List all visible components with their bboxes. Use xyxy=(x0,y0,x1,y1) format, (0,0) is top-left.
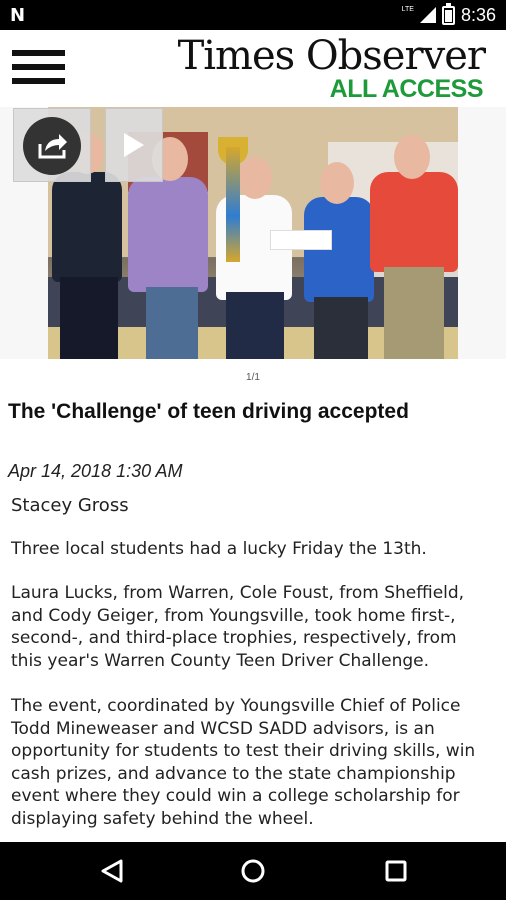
network-type-label: LTE xyxy=(401,5,414,13)
recents-button[interactable] xyxy=(366,842,426,900)
play-slideshow-button[interactable] xyxy=(105,108,163,182)
battery-icon xyxy=(442,6,455,25)
article-paragraph: Laura Lucks, from Warren, Cole Foust, from Sheffield, and Cody Geiger, from Youngsville, took home first-, second-, and third-place trophies, respectively, from this year's Warren County Teen Driver Challenge. xyxy=(11,583,465,671)
hamburger-icon xyxy=(12,50,65,56)
gallery-pager: 1/1 xyxy=(246,372,260,383)
article-author: Stacey Gross xyxy=(11,495,129,516)
logo-subtitle: ALL ACCESS xyxy=(329,75,483,103)
menu-button[interactable] xyxy=(12,50,65,86)
clock: 8:36 xyxy=(460,4,496,25)
share-icon xyxy=(23,117,81,175)
notification-n-icon: N xyxy=(10,5,26,26)
article-date: Apr 14, 2018 1:30 AM xyxy=(8,461,183,481)
app-bar xyxy=(0,30,506,107)
home-circle-icon xyxy=(223,842,283,900)
play-icon xyxy=(106,109,162,181)
article-paragraph: The event, coordinated by Youngsville Chief of Police Todd Mineweaser and WCSD SADD advisors, is an opportunity for students to test their driving skills, win cash prizes, and advance to the state championship event where they could win a college scholarship for displaying safety behind the wheel. xyxy=(11,696,476,829)
home-button[interactable] xyxy=(223,842,283,900)
share-button[interactable] xyxy=(13,108,91,182)
publication-logo xyxy=(135,33,485,103)
signal-icon xyxy=(420,7,436,23)
logo-title: Times Observer xyxy=(177,33,485,79)
system-navigation-bar xyxy=(0,842,506,900)
recents-square-icon xyxy=(366,842,426,900)
status-bar xyxy=(0,0,506,30)
back-button[interactable] xyxy=(82,842,142,900)
article-paragraph: Three local students had a lucky Friday the 13th. xyxy=(11,539,427,559)
article-title: The 'Challenge' of teen driving accepted xyxy=(8,400,409,423)
back-triangle-icon xyxy=(82,842,142,900)
